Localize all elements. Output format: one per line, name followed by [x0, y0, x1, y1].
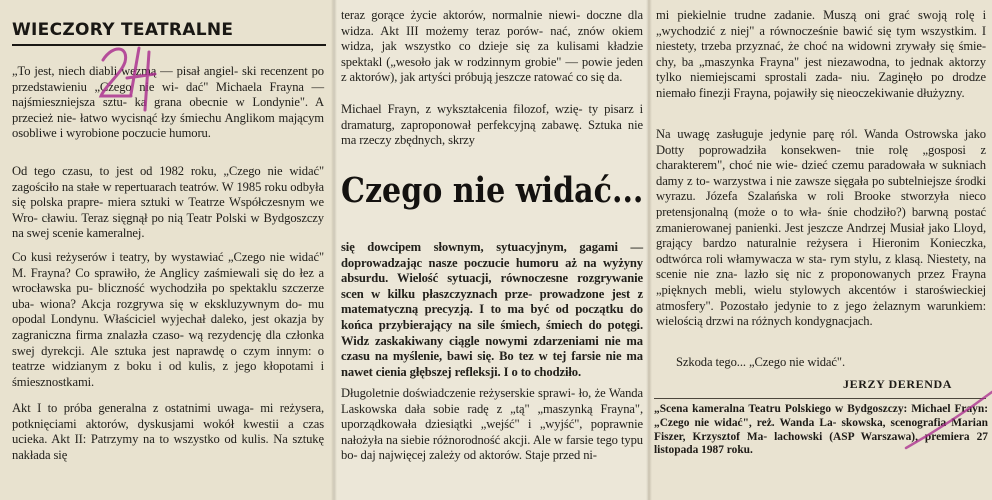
paragraph-second-3: Na uwagę zasługuje jedynie parę ról. Wanda Ostrowska jako Dotty poprowadziła konsekwen- tnie rolę „gosposi z charakterem", choć nie wie- dzieć czemu paradowała w sukniach damy z to- warzystwa i nie zawsze sięgała po subtelniejsze środki wyrazu. Józefa Szalańska w roli Brooke stworzyła nieco pretensjonalną (może o to wła- śnie chodziło?) barwną postać zmanierowanej panienki. Jest jeszcze Andrzej Musiał jako Lloyd, grający bardzo naturalnie reżysera i Hieronim Konieczka, odtwórca roli włamywacza w sta- rym stylu, z klasą. Niestety, na scenie nie zna- lazło się nic z proponowanych przez Frayna „pięknych mebli, wielu stylowych akcentów i staroświeckiej atmosfery". Pozostało jedynie to z jego żelaznym warunkiem: wielością drzwi na różnych kondygnacjach.	[656, 127, 986, 329]
paragraph-intro-3: mi piekielnie trudne zadanie. Muszą oni grać swoją rolę i „wychodzić z niej" a równocześnie bawić się tym wszystkim. I niestety, trzeba przyznać, że choć na widowni zrywały się śmie- chy, ba „maszynka Frayna" jest niezawodna, to jednak aktorzy tylko niemiejscami sprostali zada- niu. Zaginęło po drodze niemało finezji Frayna, pojawiły się nieoczekiwanie dłużyzny.	[656, 8, 986, 100]
paragraph-second: Michael Frayn, z wykształcenia filozof, wzię- ty pisarz i dramaturg, zaproponował perfekcyjną zabawę. Sztuka nie ma rzeczy zbędnych, skrzy	[341, 102, 643, 148]
paragraph-continuation: się dowcipem słownym, sytuacyjnym, gagami — doprowadzając nasze poczucie humoru aż na wyżyny absurdu. Wielość sytuacji, równoczesne rozgrywanie scen w kilku płaszczyznach prze- prowadzone jest z matematyczną precyzją. I to ma być od początku do końca przybierający na sile śmiech, śmiech do potęgi. Widz zaskakiwany ciągle nowymi zdarzeniami nie ma czasu na myślenie, bawi się. Bo tez w tej farsie nie ma nawet cienia głębszej refleksji. I o to chodziło.	[341, 240, 643, 379]
paragraph-3: Co kusi reżyserów i teatry, by wystawiać „Czego nie widać" M. Frayna? Co sprawiło, że Anglicy zaśmiewali się do łez a wrocławska pu- bliczność wychodziła po spektaklu szczerze uba- wiona? Akcja rozgrywa się w ekskluzywnym do- mu opodal Londynu. Właściciel wyjechał daleko, jest okazja by zagraniczna firma znalazła czaso- wą rezydencję dla członka swej dyrekcji. Ale sztuka jest naprawdę o czym innym: o teatrze widzianym z boku i od kulis, z jego kłopotami i śmiesznostkami.	[12, 250, 324, 389]
paragraph-1: „To jest, niech diabli wezmą — pisał angiel- ski recenzent po przedstawieniu „Czego nie wi- dać" Michaela Frayna — najśmieszniejsza sztu- ka grana obecnie w Londynie". A przecież nie- łatwo wycisnąć łzy śmiechu Anglikom mającym osobliwe i wyrobione poczucie humoru.	[12, 64, 324, 141]
paragraph-2: Od tego czasu, to jest od 1982 roku, „Czego nie widać" zagościło na stałe w repertuarach teatrów. W 1985 roku odbyła się polska prapre- miera sztuki w Teatrze Współczesnym we Wro- cławiu. Teraz sięgnął po nią Teatr Polski w Bydgoszczy na swej scenie kameralnej.	[12, 164, 324, 241]
paragraph-closing-3: Szkoda tego... „Czego nie widać".	[676, 355, 846, 369]
pen-stroke	[648, 0, 992, 500]
paper-fold	[331, 0, 337, 500]
paper-fold	[646, 0, 652, 500]
production-credits: „Scena kameralna Teatru Polskiego w Bydgoszczy: Michael Frayn: „Czego nie widać", reż. Wanda La- skowska, scenografia Marian Fiszer, Krzysztof Ma- lachowski (ASP Warszawa), premiera 27 listopada 1987 roku.	[654, 403, 988, 457]
clipping-column-3	[648, 0, 992, 500]
section-heading: WIECZORY TEATRALNE	[12, 20, 326, 46]
paragraph-closing: Długoletnie doświadczenie reżyserskie sprawi- ło, że Wanda Laskowska dała sobie radę z „tą" „maszynką Frayna", uporządkowała dziesiątki „wejść" i „wyjść", poprawnie nałożyła na siebie różnorodność akcji. Ale w farsie tego typu bo- daj najwięcej zależy od aktorów. Staje przed ni-	[341, 386, 643, 463]
paragraph-intro: teraz gorące życie aktorów, normalnie niewi- doczne dla widza. Akt III możemy teraz porów- nać, znów okiem widza, jak wszystko co dzieje się za kulisami kładzie spektakl („wesoło jak w rodzinnym grobie" — powie jeden z aktorów), jak artyści próbują jeszcze ratować co się da.	[341, 8, 643, 85]
article-title: Czego nie widać...	[341, 170, 644, 211]
author-byline: JERZY DERENDA	[843, 377, 953, 391]
clipping-column-2	[333, 0, 651, 500]
clipping-column-1	[0, 0, 337, 500]
paragraph-4: Akt I to próba generalna z ostatnimi uwaga- mi reżysera, potknięciami aktorów, dyskusjami wokół kwestii a czas ucieka. Akt II: Patrzymy na to wszystko od kulis. Na sztukę nakłada się	[12, 401, 324, 462]
handwritten-mark	[95, 38, 165, 118]
